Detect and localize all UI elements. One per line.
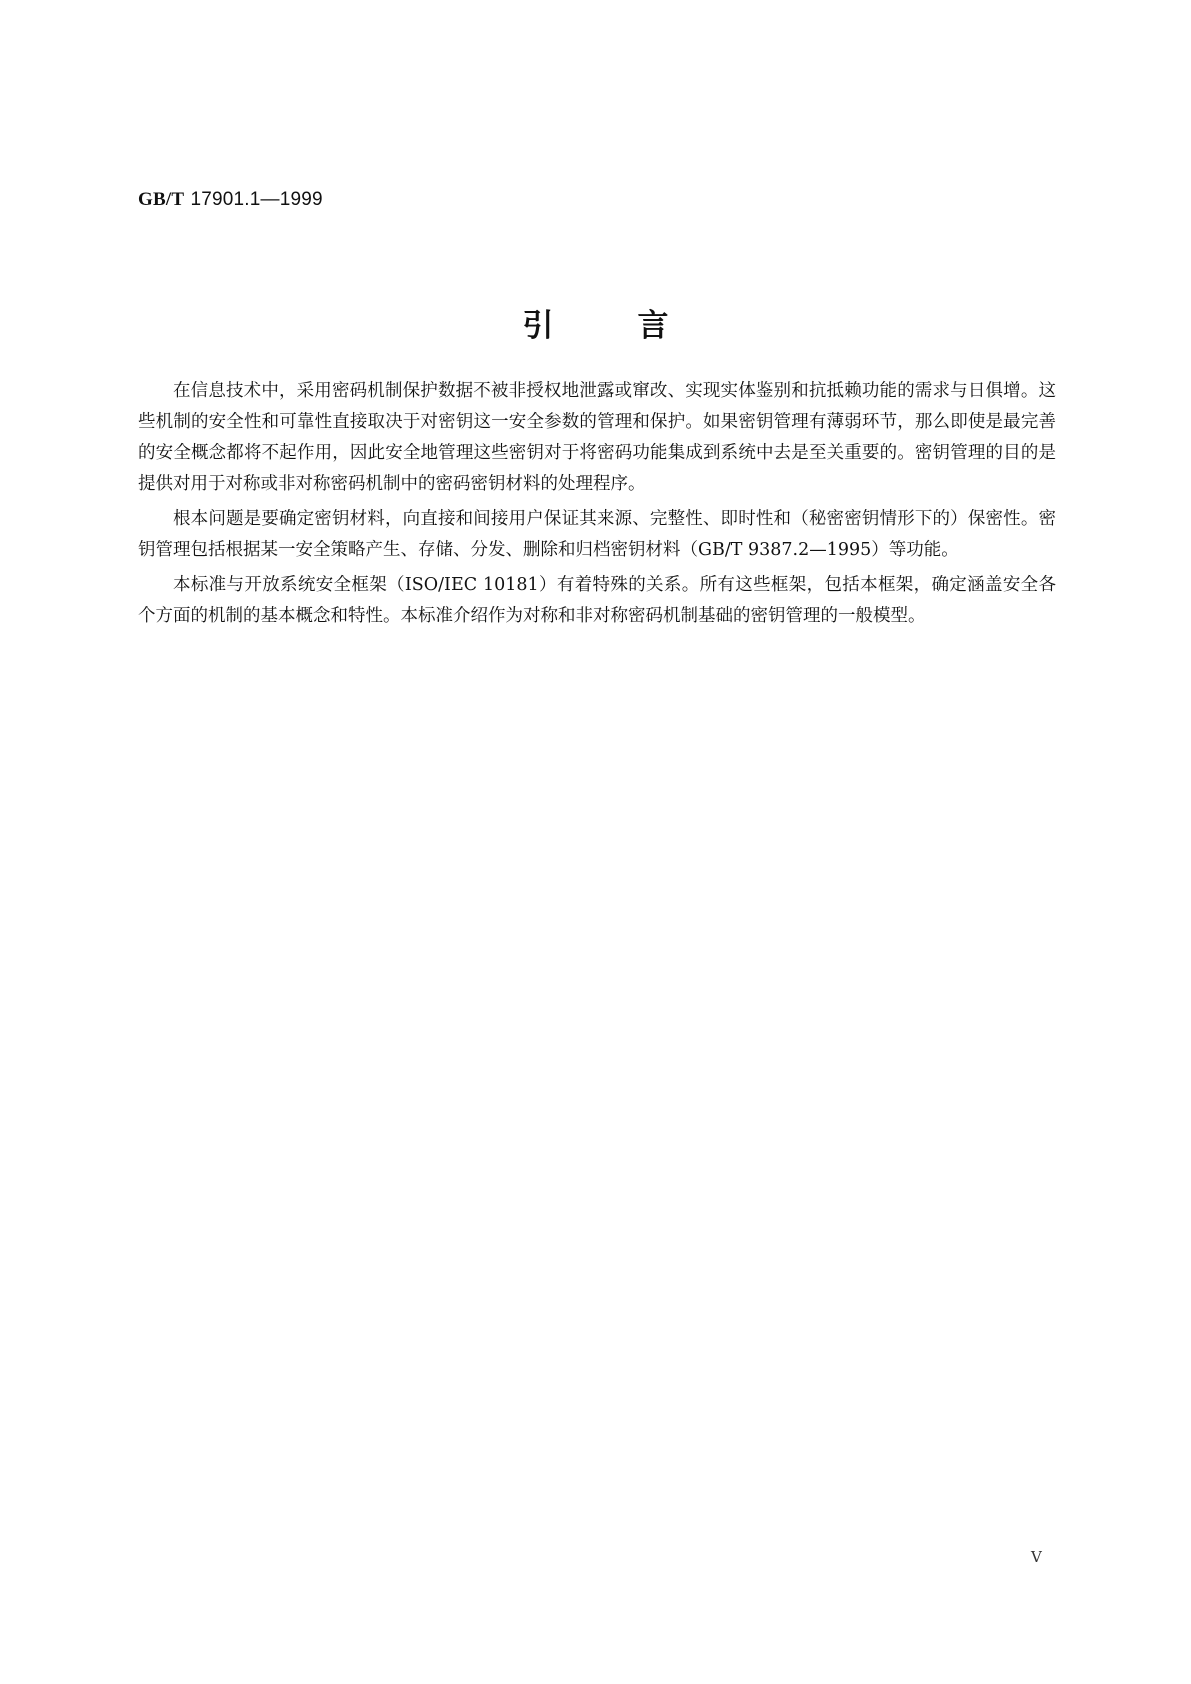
paragraph-1: 在信息技术中，采用密码机制保护数据不被非授权地泄露或窜改、实现实体鉴别和抗抵赖功能的需求与日俱增。这些机制的安全性和可靠性直接取决于对密钥这一安全参数的管理和保护。如果密钥管理有薄弱环节，那么即使是最完善的安全概念都将不起作用，因此安全地管理这些密钥对于将密码功能集成到系统中去是至关重要的。密钥管理的目的是提供对用于对称或非对称密码机制中的密码密钥材料的处理程序。 bbox=[138, 381, 1056, 494]
paragraph-2: 根本问题是要确定密钥材料，向直接和间接用户保证其来源、完整性、即时性和（秘密密钥情形下的）保密性。密钥管理包括根据某一安全策略产生、存储、分发、删除和归档密钥材料（GB/T 9387.2—1995）等功能。 bbox=[138, 509, 1056, 560]
paragraph-3: 本标准与开放系统安全框架（ISO/IEC 10181）有着特殊的关系。所有这些框架，包括本框架，确定涵盖安全各个方面的机制的基本概念和特性。本标准介绍作为对称和非对称密码机制基础的密钥管理的一般模型。 bbox=[138, 575, 1056, 626]
title-char-1: 引 bbox=[522, 308, 554, 344]
body-text bbox=[138, 376, 1056, 636]
standard-code: GB/T bbox=[138, 189, 185, 210]
standard-number-value: 17901.1—1999 bbox=[190, 189, 323, 210]
section-title bbox=[0, 306, 1191, 346]
standard-number bbox=[138, 188, 323, 211]
title-char-2: 言 bbox=[637, 308, 669, 344]
page-number: V bbox=[1031, 1548, 1042, 1566]
